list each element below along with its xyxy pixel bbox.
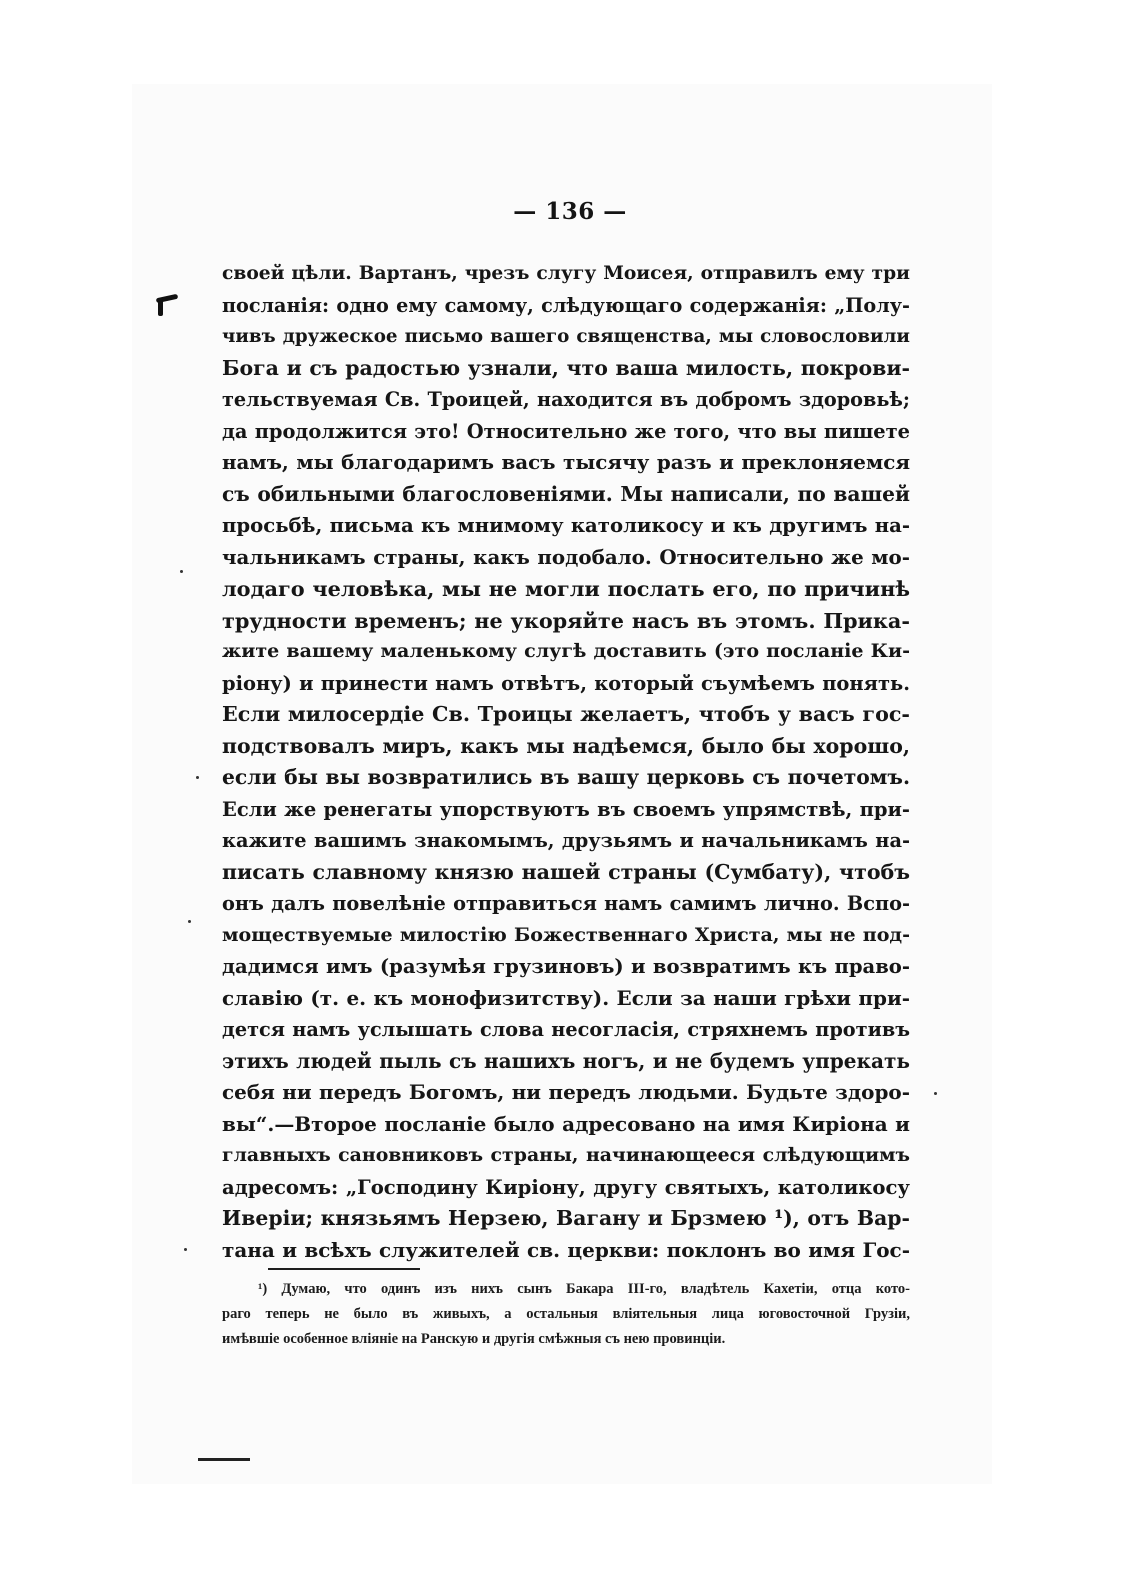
text-line: съ обильными благословеніями. Мы написали, по вашей — [222, 481, 910, 506]
text-line: Бога и съ радостью узнали, что ваша милость, покрови- — [222, 355, 910, 380]
text-line: дадимся имъ (разумѣя грузиновъ) и возвратимъ къ право- — [222, 955, 910, 978]
scan-dot — [934, 1092, 937, 1095]
scan-dot — [196, 776, 199, 779]
text-line: этихъ людей пыль съ нашихъ ногъ, и не будемъ упрекать — [222, 1048, 910, 1073]
text-line: славію (т. е. къ монофизитству). Если за наши грѣхи при- — [222, 985, 910, 1010]
text-line: моществуемые милостію Божественнаго Христа, мы не под- — [222, 923, 910, 946]
text-line: подствовалъ миръ, какъ мы надѣемся, было бы хорошо, — [222, 733, 910, 758]
text-line: если бы вы возвратились въ вашу церковь съ почетомъ. — [222, 765, 910, 789]
text-line: да продолжится это! Относительно же того, что вы пишете — [222, 419, 910, 443]
text-line: трудности временъ; не укоряйте насъ въ этомъ. Прика- — [222, 607, 910, 633]
text-line: тельствуемая Св. Троицей, находится въ добромъ здоровьѣ; — [222, 388, 910, 411]
page-number: — 136 — — [513, 198, 627, 225]
text-line: просьбѣ, письма къ мнимому католикосу и къ другимъ на- — [222, 514, 910, 537]
footnote-line: раго теперь не было въ живыхъ, а остальныя вліятельныя лица юговосточной Грузіи, — [222, 1306, 910, 1322]
footnote-line: ¹) Думаю, что одинъ изъ нихъ сынъ Бакара III-го, владѣтель Кахетіи, отца кото- — [258, 1281, 910, 1297]
text-line: своей цѣли. Вартанъ, чрезъ слугу Моисея, отправилъ ему три — [222, 262, 910, 284]
text-line: Если милосердіе Св. Троицы желаетъ, чтобъ у васъ гос- — [222, 702, 910, 726]
text-line: дется намъ услышать слова несогласія, стряхнемъ противъ — [222, 1018, 910, 1041]
text-line: себя ни передъ Богомъ, ни передъ людьми. Будьте здоро- — [222, 1080, 910, 1104]
footnote-line: имѣвшіе особенное вліяніе на Ранскую и другія смѣжныя съ нею провинціи. — [222, 1331, 726, 1347]
text-line: кажите вашимъ знакомымъ, друзьямъ и начальникамъ на- — [222, 829, 910, 852]
text-line: чивъ дружеское письмо вашего священства, мы словословили — [222, 326, 910, 347]
scan-dot — [184, 1248, 187, 1251]
text-line: чальникамъ страны, какъ подобало. Относительно же мо- — [222, 544, 910, 569]
bottom-ink-dash — [198, 1458, 250, 1461]
text-line: писать славному князю нашей страны (Сумбату), чтобъ — [222, 859, 910, 884]
text-line: жите вашему маленькому слугѣ доставить (это посланіе Ки- — [222, 640, 910, 662]
footnote — [222, 1277, 910, 1352]
scan-dot — [180, 570, 183, 573]
text-line: намъ, мы благодаримъ васъ тысячу разъ и преклоняемся — [222, 450, 910, 474]
scan-dot — [188, 920, 191, 923]
text-line: главныхъ сановниковъ страны, начинающееся слѣдующимъ — [222, 1144, 910, 1166]
footnote-separator-rule — [268, 1268, 420, 1270]
main-body-text — [222, 258, 910, 1266]
text-line: онъ далъ повелѣніе отправиться намъ самимъ лично. Вспо- — [222, 892, 910, 915]
text-line: Если же ренегаты упорствуютъ въ своемъ упрямствѣ, при- — [222, 797, 910, 821]
text-line: вы“.—Второе посланіе было адресовано на имя Киріона и — [222, 1111, 910, 1136]
text-line: посланія: одно ему самому, слѣдующаго содержанія: „Полу- — [222, 293, 910, 317]
text-line: адресомъ: „Господину Киріону, другу святыхъ, католикосу — [222, 1175, 910, 1199]
margin-ink-mark — [158, 298, 163, 316]
text-line: ріону) и принести намъ отвѣтъ, который съумѣемъ понять. — [222, 671, 910, 695]
text-line: лодаго человѣка, мы не могли послать его, по причинѣ — [222, 576, 910, 601]
text-line: тана и всѣхъ служителей св. церкви: поклонъ во имя Гос- — [222, 1237, 910, 1262]
text-line: Иверіи; князьямъ Нерзею, Вагану и Брзмею ¹), отъ Вар- — [222, 1206, 910, 1230]
